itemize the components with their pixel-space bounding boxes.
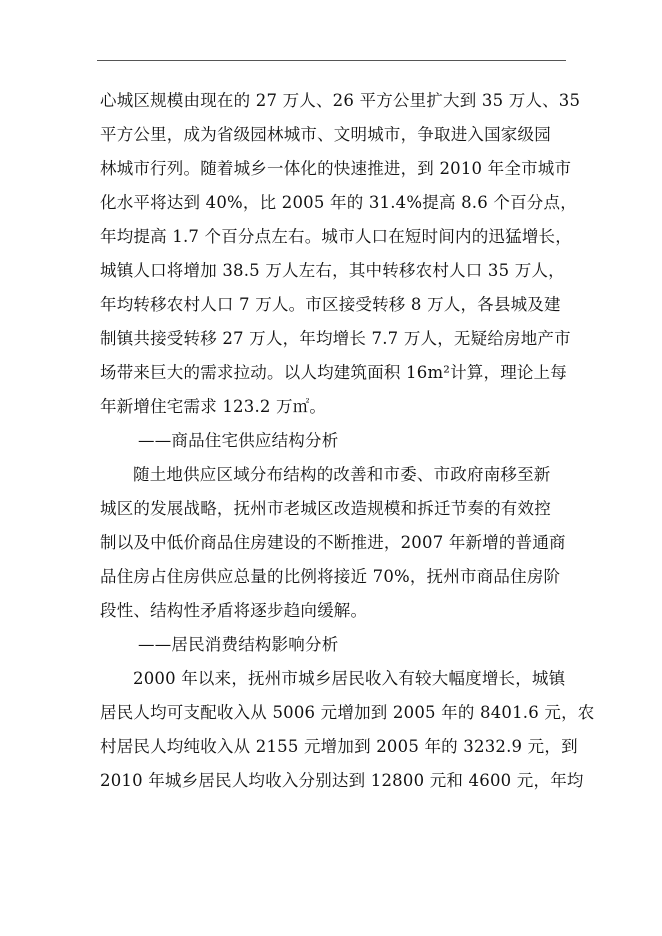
text-line: 品住房占住房供应总量的比例将接近 70%，抚州市商品住房阶 [100,567,561,586]
text-line: 心城区规模由现在的 27 万人、26 平方公里扩大到 35 万人、35 [100,91,581,110]
text-line: 2000 年以来，抚州市城乡居民收入有较大幅度增长，城镇 [133,669,566,688]
text-line: 年均提高 1.7 个百分点左右。城市人口在短时间内的迅猛增长， [100,227,572,246]
text-line: 城镇人口将增加 38.5 万人左右，其中转移农村人口 35 万人， [100,261,565,280]
text-line: 随土地供应区域分布结构的改善和市委、市政府南移至新 [133,465,551,484]
header-rule [97,60,566,61]
text-line: 城区的发展战略，抚州市老城区改造规模和拆迁节奏的有效控 [100,499,551,518]
text-line: 林城市行列。随着城乡一体化的快速推进，到 2010 年全市城市 [100,159,572,178]
text-line: 场带来巨大的需求拉动。以人均建筑面积 16m²计算，理论上每 [100,363,568,382]
section-heading: ——商品住宅供应结构分析 [138,431,339,450]
text-line: 段性、结构性矛盾将逐步趋向缓解。 [100,601,368,620]
text-line: 平方公里，成为省级园林城市、文明城市，争取进入国家级园 [100,125,551,144]
text-line: 居民人均可支配收入从 5006 元增加到 2005 年的 8401.6 元，农 [100,703,595,722]
text-line: 年新增住宅需求 123.2 万㎡。 [100,397,327,416]
text-line: 制镇共接受转移 27 万人，年均增长 7.7 万人，无疑给房地产市 [100,329,571,348]
text-line: 年均转移农村人口 7 万人。市区接受转移 8 万人，各县城及建 [100,295,561,314]
text-line: 村居民人均纯收入从 2155 元增加到 2005 年的 3232.9 元，到 [100,737,578,756]
text-line: 制以及中低价商品住房建设的不断推进，2007 年新增的普通商 [100,533,566,552]
text-line: 2010 年城乡居民人均收入分别达到 12800 元和 4600 元，年均 [100,771,584,790]
section-heading: ——居民消费结构影响分析 [138,635,339,654]
text-line: 化水平将达到 40%，比 2005 年的 31.4%提高 8.6 个百分点， [100,193,577,212]
